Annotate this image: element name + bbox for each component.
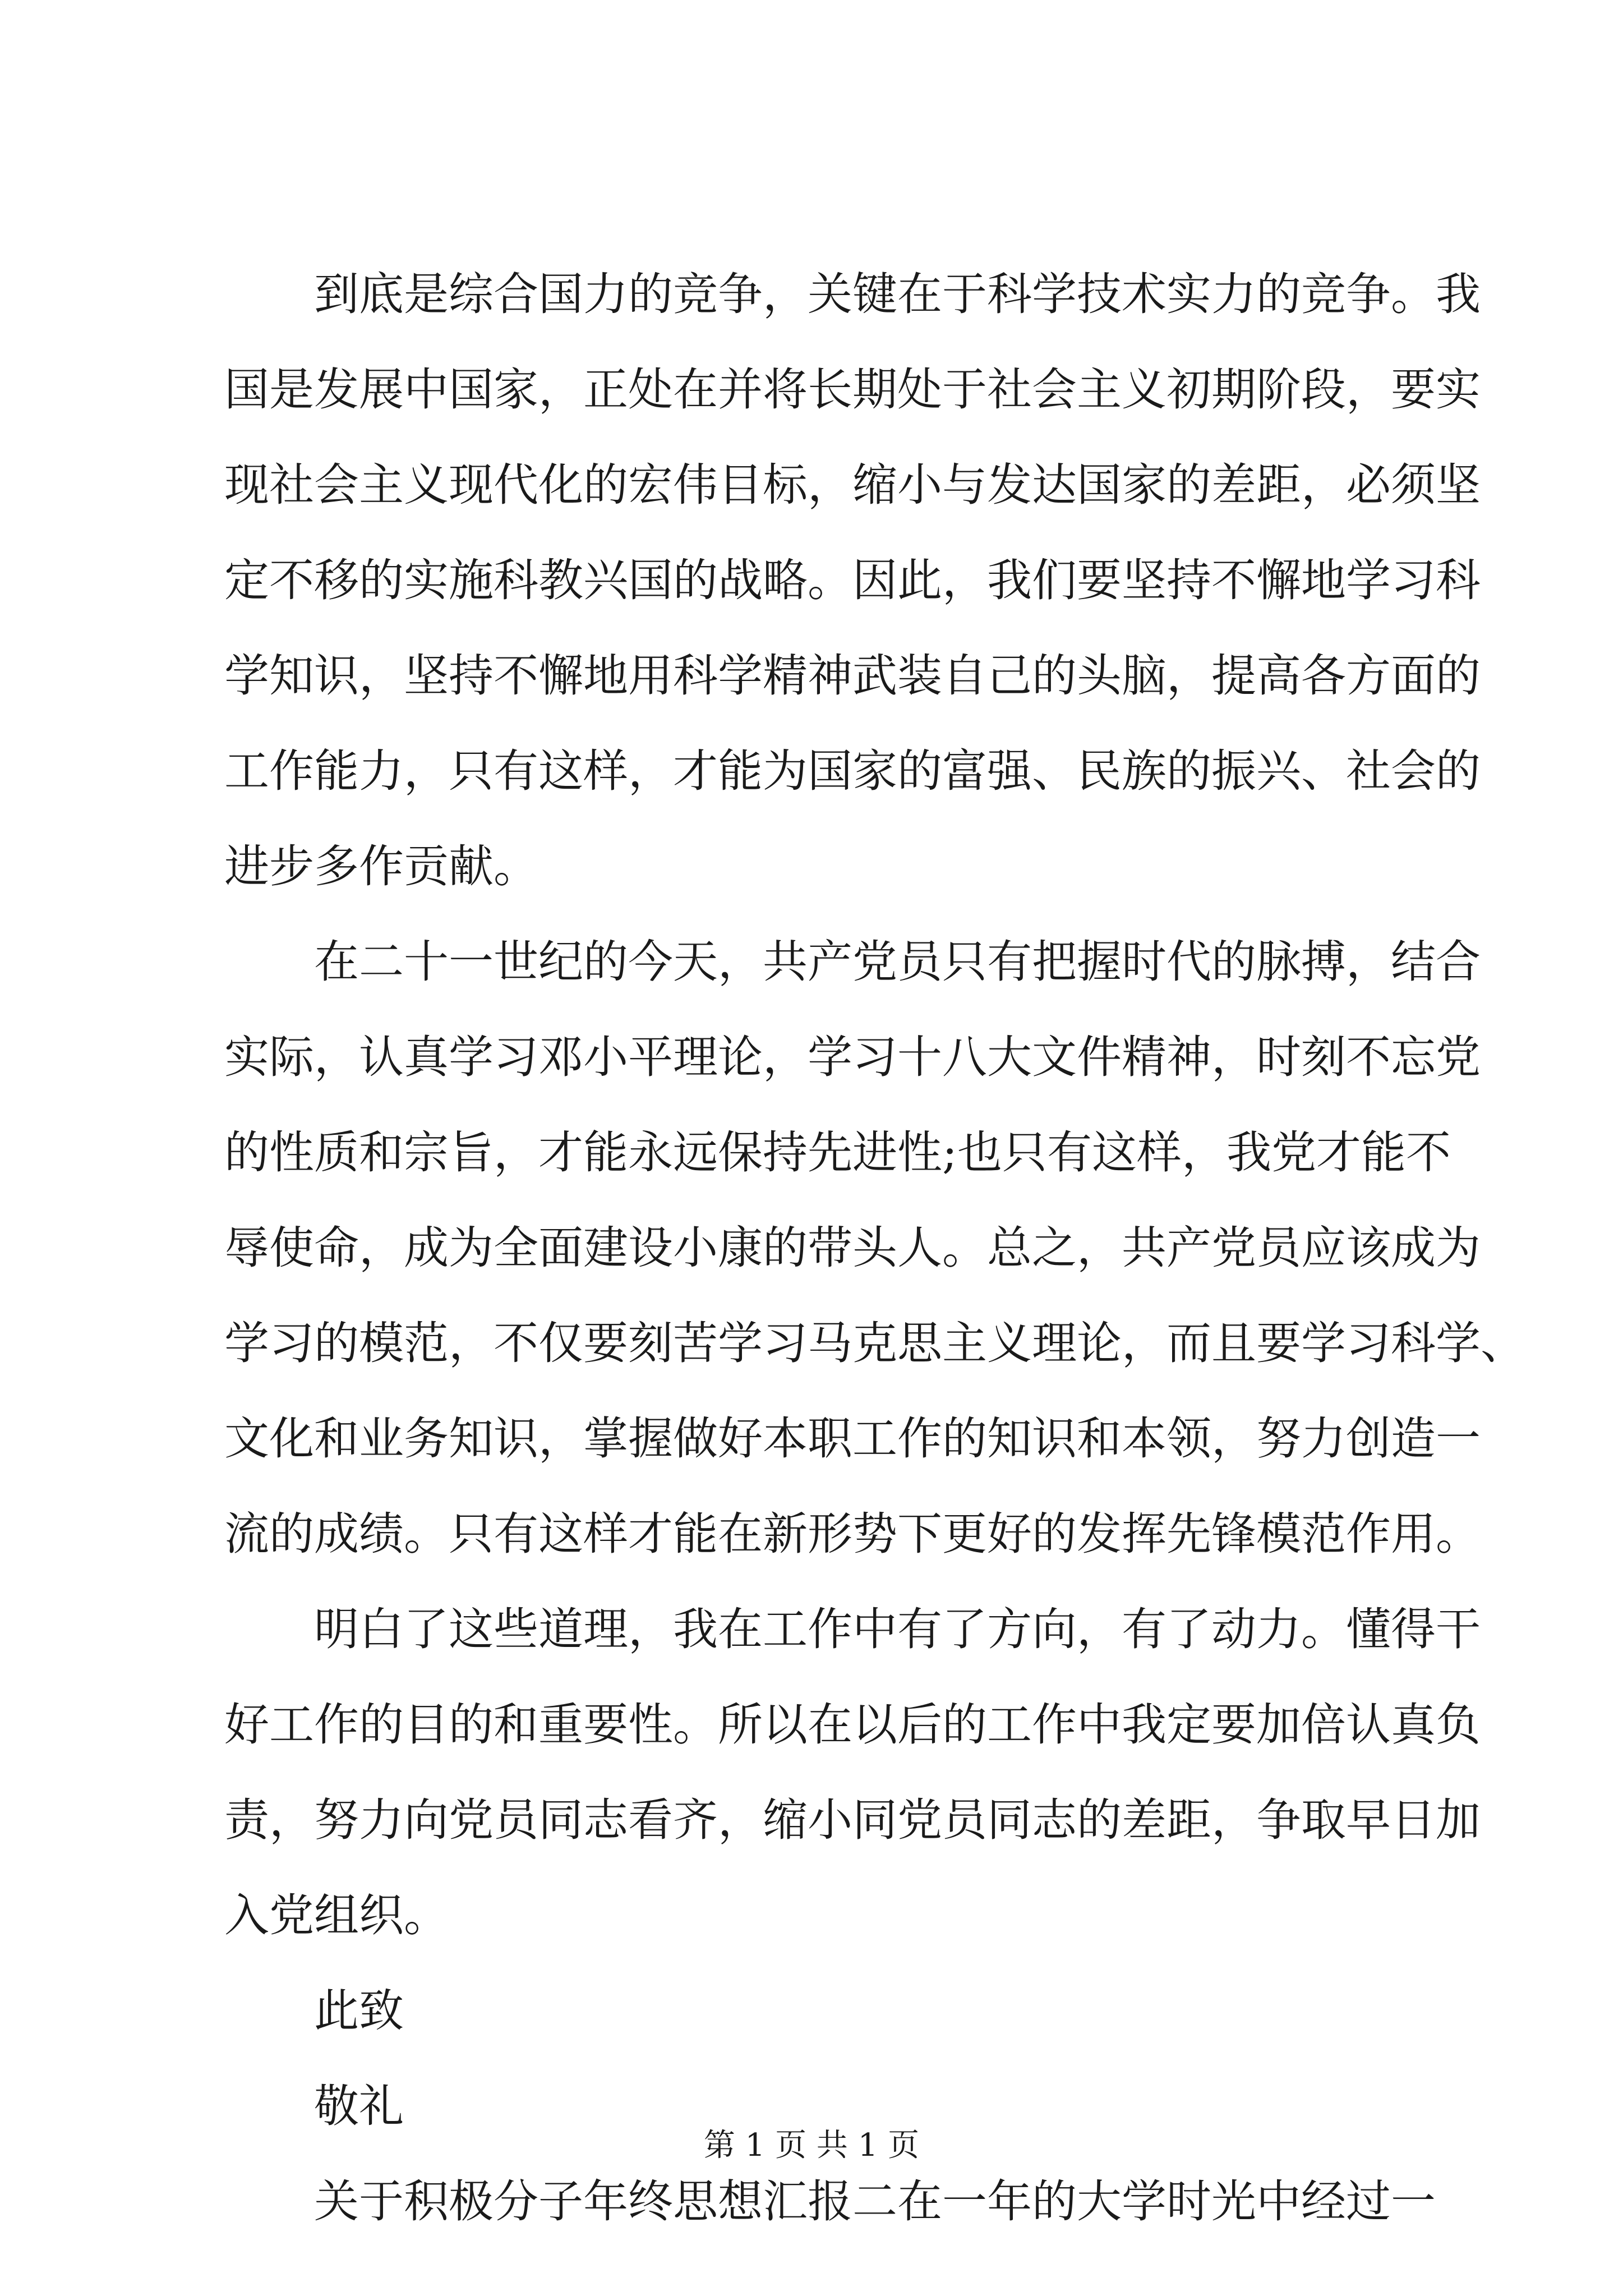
- document-body: [224, 247, 1525, 2249]
- text-line: 实际，认真学习邓小平理论，学习十八大文件精神，时刻不忘党: [224, 1031, 1481, 1083]
- text-line: 敬礼: [314, 2080, 404, 2132]
- text-line: 学习的模范，不仅要刻苦学习马克思主义理论，而且要学习科学、: [224, 1317, 1525, 1369]
- text-line: 关于积极分子年终思想汇报二在一年的大学时光中经过一: [314, 2175, 1436, 2228]
- text-line: 现社会主义现代化的宏伟目标，缩小与发达国家的差距，必须坚: [224, 459, 1481, 511]
- text-line: 定不移的实施科教兴国的战略。因此，我们要坚持不懈地学习科: [224, 554, 1481, 606]
- text-line: 进步多作贡献。: [224, 840, 538, 892]
- text-line: 流的成绩。只有这样才能在新形势下更好的发挥先锋模范作用。: [224, 1508, 1481, 1560]
- text-line: 文化和业务知识，掌握做好本职工作的知识和本领，努力创造一: [224, 1412, 1481, 1465]
- text-line: 在二十一世纪的今天，共产党员只有把握时代的脉搏，结合: [314, 936, 1481, 988]
- text-line: 责，努力向党员同志看齐，缩小同党员同志的差距，争取早日加: [224, 1794, 1481, 1846]
- text-line: 工作能力，只有这样，才能为国家的富强、民族的振兴、社会的: [224, 745, 1481, 797]
- text-line: 国是发展中国家，正处在并将长期处于社会主义初期阶段，要实: [224, 364, 1481, 416]
- text-line: 学知识，坚持不懈地用科学精神武装自己的头脑，提高各方面的: [224, 650, 1481, 702]
- text-line: 辱使命，成为全面建设小康的带头人。总之，共产党员应该成为: [224, 1222, 1481, 1274]
- text-line: 好工作的目的和重要性。所以在以后的工作中我定要加倍认真负: [224, 1699, 1481, 1751]
- text-line: 到底是综合国力的竞争，关键在于科学技术实力的竞争。我: [314, 268, 1481, 320]
- page-footer: 第 1 页 共 1 页: [703, 2127, 920, 2164]
- text-line: 明白了这些道理，我在工作中有了方向，有了动力。懂得干: [314, 1603, 1481, 1655]
- text-line: 入党组织。: [224, 1889, 449, 1941]
- text-line: 此致: [314, 1985, 404, 2037]
- text-line: 的性质和宗旨，才能永远保持先进性;也只有这样，我党才能不: [224, 1126, 1451, 1179]
